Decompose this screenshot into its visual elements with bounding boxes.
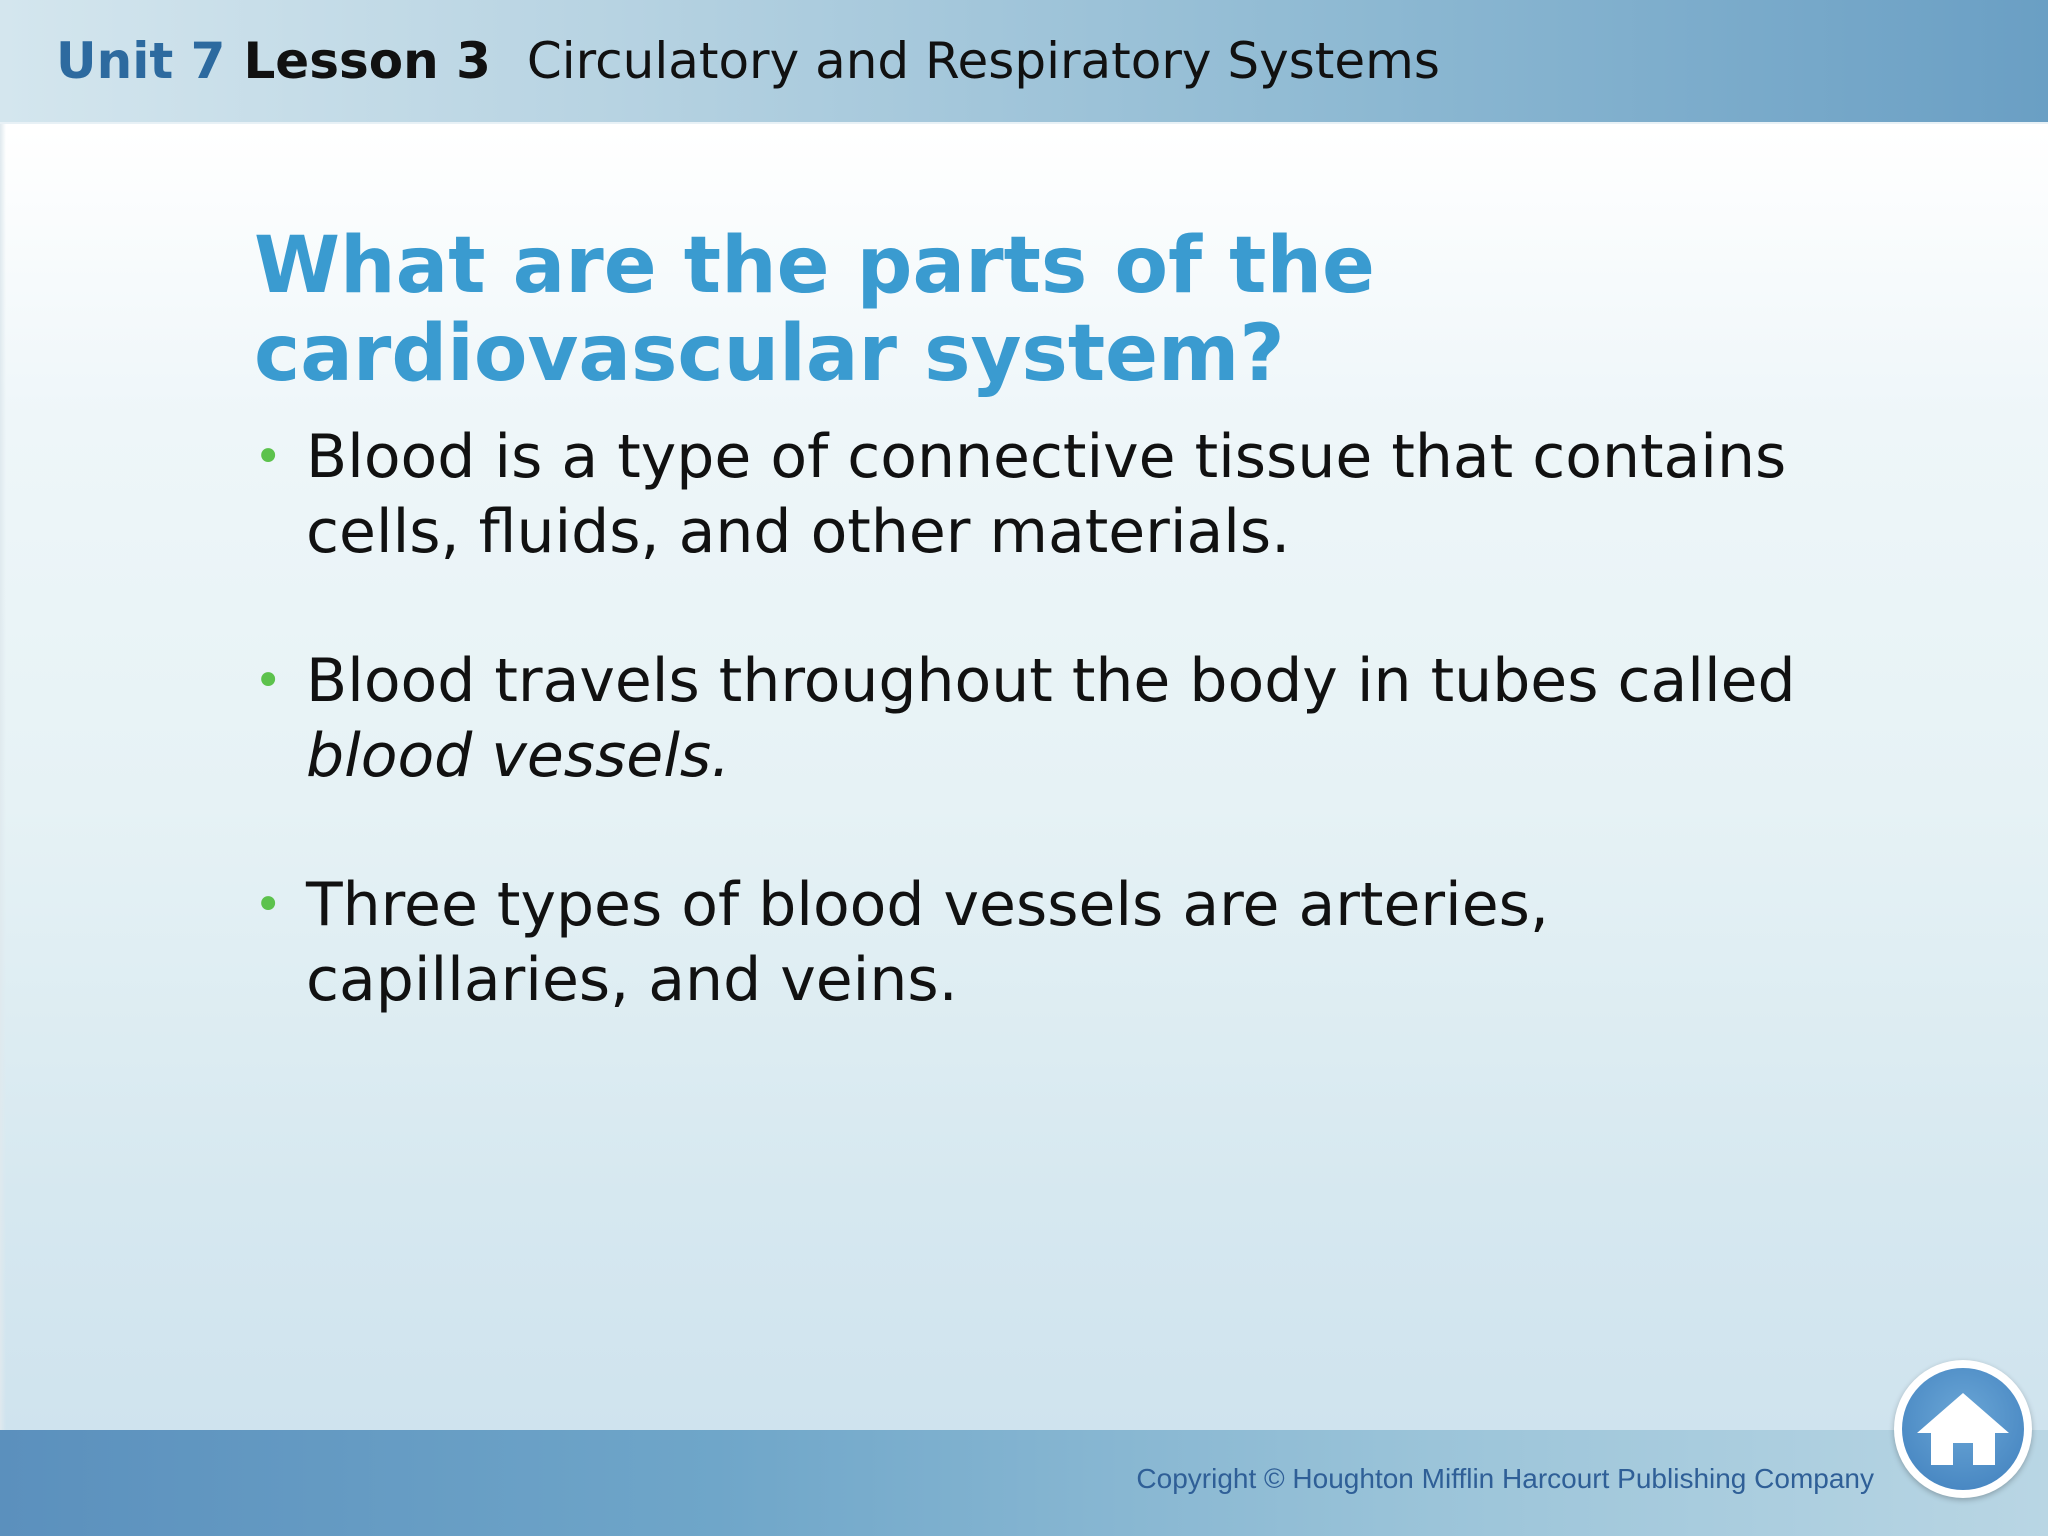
slide-title-line-2: cardiovascular system? — [254, 309, 1285, 399]
bullet-dot: • — [254, 429, 283, 485]
slide-title-line-1: What are the parts of the — [254, 221, 1375, 311]
home-icon — [1913, 1389, 2013, 1469]
bullet-text-line-2: cells, fluids, and other materials. — [306, 497, 1291, 567]
bullet-item — [254, 868, 1894, 1018]
lesson-label: Lesson 3 — [243, 32, 491, 90]
unit-label: Unit 7 — [56, 32, 226, 90]
bullet-item — [254, 420, 1894, 570]
bullet-list — [254, 420, 1894, 1092]
bullet-text-line-1: Blood travels throughout the body in tubes called — [306, 646, 1796, 716]
home-button[interactable] — [1894, 1360, 2032, 1498]
bullet-term-italic: blood vessels. — [306, 721, 731, 791]
lesson-title: Circulatory and Respiratory Systems — [526, 32, 1440, 90]
bullet-text-line-1: Blood is a type of connective tissue that contains — [306, 422, 1787, 492]
home-button-face — [1902, 1368, 2024, 1490]
bullet-dot: • — [254, 653, 283, 709]
bullet-text-line-2 — [306, 719, 1894, 794]
copyright-notice: Copyright © Houghton Mifflin Harcourt Publishing Company — [1136, 1463, 1874, 1494]
bullet-item — [254, 644, 1894, 794]
bullet-dot: • — [254, 877, 283, 933]
bullet-text-line-1: Three types of blood vessels are arteries, — [306, 870, 1549, 940]
slide-header — [0, 0, 2048, 124]
left-edge-shadow — [0, 124, 6, 1430]
slide-title — [254, 222, 1854, 398]
bullet-text-line-2: capillaries, and veins. — [306, 945, 958, 1015]
